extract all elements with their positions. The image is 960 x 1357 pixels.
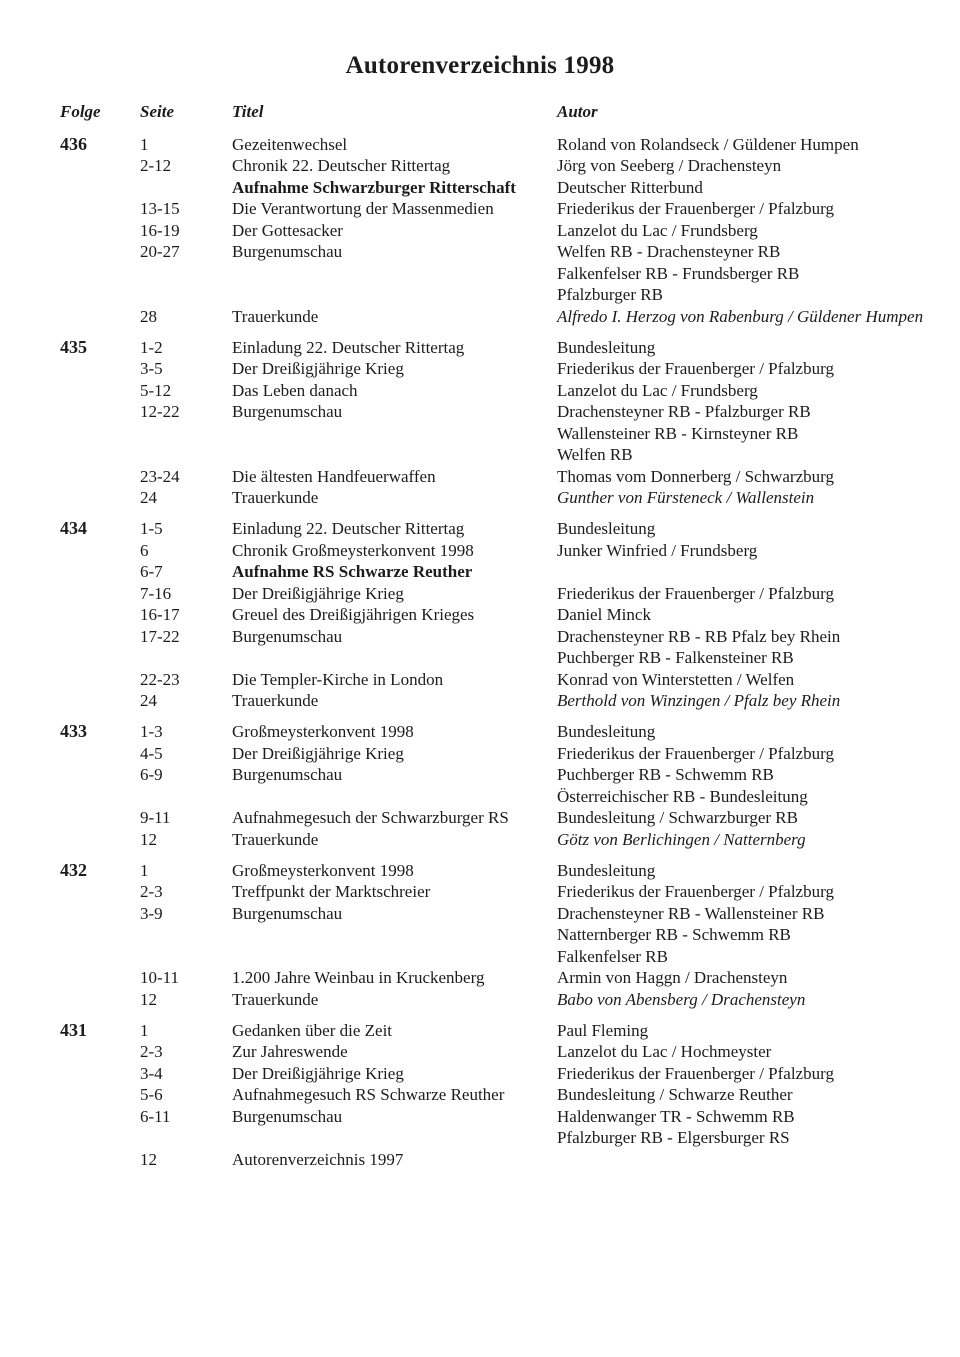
autor-cell (557, 134, 940, 156)
table-row (60, 583, 940, 605)
autor-line: Österreichischer RB - Bundesleitung (557, 786, 808, 806)
table-row (60, 829, 940, 851)
table-row (60, 743, 940, 765)
autor-cell (557, 721, 940, 743)
autor-cell (557, 690, 940, 712)
table-row (60, 989, 940, 1011)
issue-block-434 (60, 518, 940, 712)
autor-cell (557, 487, 940, 509)
seite-cell: 16-17 (140, 605, 180, 624)
autor-line: Friederikus der Frauenberger / Pfalzburg (557, 743, 834, 763)
autor-cell (557, 583, 940, 605)
autor-cell (557, 241, 940, 306)
column-header-seite: Seite (140, 102, 174, 121)
issue-block-431 (60, 1020, 940, 1171)
folge-cell (60, 829, 140, 851)
folge-cell (60, 401, 140, 466)
table-row (60, 487, 940, 509)
seite-cell: 23-24 (140, 466, 180, 486)
seite-cell (140, 177, 232, 199)
seite-cell: 1-5 (140, 519, 163, 538)
titel-cell: Chronik 22. Deutscher Rittertag (232, 156, 451, 175)
autor-line: Friederikus der Frauenberger / Pfalzburg (557, 359, 834, 378)
seite-cell: 13-15 (140, 199, 180, 218)
folge-cell: 431 (60, 1019, 87, 1040)
autor-line: Friederikus der Frauenberger / Pfalzburg (557, 199, 834, 218)
autor-cell (557, 807, 940, 829)
seite-cell: 3-9 (140, 903, 163, 923)
autor-cell (557, 1149, 940, 1171)
column-header-autor: Autor (557, 102, 598, 121)
seite-cell: 6-9 (140, 765, 163, 784)
folge-cell (60, 540, 140, 562)
autor-line: Wallensteiner RB - Kirnsteyner RB (557, 423, 799, 443)
folge-cell (60, 1041, 140, 1063)
titel-cell: Gezeitenwechsel (232, 134, 348, 154)
seite-cell: 3-4 (140, 1063, 163, 1083)
autor-cell (557, 466, 940, 488)
autor-line: Paul Fleming (557, 1020, 649, 1040)
autor-cell (557, 540, 940, 562)
folge-cell: 432 (60, 859, 87, 880)
autor-cell (557, 155, 940, 177)
autor-cell (557, 743, 940, 765)
table-row (60, 903, 940, 968)
autor-cell (557, 967, 940, 989)
issue-block-432 (60, 860, 940, 1011)
titel-cell: Burgenumschau (232, 903, 343, 923)
issue-block-435 (60, 337, 940, 509)
autor-line: Bundesleitung (557, 519, 656, 538)
folge-cell (60, 743, 140, 765)
seite-cell: 12 (140, 1149, 157, 1169)
table-row (60, 134, 940, 156)
autor-cell (557, 561, 940, 583)
titel-cell: Der Dreißigjährige Krieg (232, 1063, 404, 1083)
autor-cell (557, 881, 940, 903)
seite-cell: 12 (140, 829, 157, 849)
folge-cell (60, 561, 140, 583)
seite-cell: 1-3 (140, 722, 163, 741)
seite-cell: 5-12 (140, 380, 172, 400)
folge-cell (60, 380, 140, 402)
folge-cell (60, 241, 140, 306)
titel-cell: Zur Jahreswende (232, 1042, 348, 1061)
autor-cell (557, 1041, 940, 1063)
autor-line: Daniel Minck (557, 605, 651, 624)
autor-line: Natternberger RB - Schwemm RB (557, 925, 791, 944)
seite-cell: 17-22 (140, 626, 180, 646)
titel-cell: Burgenumschau (232, 765, 343, 784)
titel-cell: Einladung 22. Deutscher Rittertag (232, 337, 465, 357)
seite-cell: 1 (140, 860, 149, 880)
folge-cell (60, 1084, 140, 1106)
seite-cell: 16-19 (140, 220, 180, 240)
autor-line: Konrad von Winterstetten / Welfen (557, 669, 795, 689)
titel-cell: Treffpunkt der Marktschreier (232, 882, 431, 901)
autor-cell (557, 1063, 940, 1085)
seite-cell: 1 (140, 1020, 149, 1040)
autor-line: Babo von Abensberg / Drachensteyn (557, 989, 806, 1009)
autor-cell (557, 669, 940, 691)
folge-cell (60, 1063, 140, 1085)
autor-line: Bundesleitung (557, 337, 656, 357)
titel-cell: Burgenumschau (232, 626, 343, 646)
folge-cell (60, 466, 140, 488)
table-row (60, 626, 940, 669)
autor-cell (557, 358, 940, 380)
table-row (60, 1041, 940, 1063)
autor-line: Haldenwanger TR - Schwemm RB (557, 1106, 795, 1126)
titel-cell: Die ältesten Handfeuerwaffen (232, 466, 436, 486)
folge-cell (60, 903, 140, 968)
titel-cell: Der Gottesacker (232, 220, 343, 240)
titel-cell: 1.200 Jahre Weinbau in Kruckenberg (232, 968, 485, 987)
titel-cell: Aufnahme RS Schwarze Reuther (232, 562, 473, 581)
titel-cell: Trauerkunde (232, 488, 319, 507)
table-row (60, 1020, 940, 1042)
titel-cell: Aufnahmegesuch RS Schwarze Reuther (232, 1085, 505, 1104)
autor-cell (557, 518, 940, 540)
seite-cell: 12 (140, 989, 157, 1009)
table-row (60, 967, 940, 989)
autor-line: Welfen RB (557, 445, 633, 464)
autor-cell (557, 177, 940, 199)
issues-container (60, 134, 940, 1171)
titel-cell: Das Leben danach (232, 380, 358, 400)
seite-cell: 1 (140, 134, 149, 154)
titel-cell: Greuel des Dreißigjährigen Krieges (232, 605, 475, 624)
folge-cell (60, 1106, 140, 1149)
folge-cell (60, 583, 140, 605)
table-row (60, 1084, 940, 1106)
autor-line: Drachensteyner RB - Pfalzburger RB (557, 402, 811, 421)
titel-cell: Burgenumschau (232, 242, 343, 261)
autor-line: Bundesleitung (557, 722, 656, 741)
autor-line: Friederikus der Frauenberger / Pfalzburg (557, 583, 834, 603)
autor-line: Berthold von Winzingen / Pfalz bey Rhein (557, 691, 841, 710)
folge-cell (60, 764, 140, 807)
autor-cell (557, 380, 940, 402)
table-row (60, 401, 940, 466)
folge-cell (60, 669, 140, 691)
autor-line: Bundesleitung (557, 860, 656, 880)
seite-cell: 22-23 (140, 669, 180, 689)
titel-cell: Der Dreißigjährige Krieg (232, 743, 404, 763)
titel-cell: Burgenumschau (232, 402, 343, 421)
autor-cell (557, 764, 940, 807)
autor-line: Friederikus der Frauenberger / Pfalzburg (557, 882, 834, 901)
folge-cell (60, 198, 140, 220)
autor-line: Götz von Berlichingen / Natternberg (557, 829, 806, 849)
autor-line: Drachensteyner RB - Wallensteiner RB (557, 903, 825, 923)
autor-line: Roland von Rolandseck / Güldener Humpen (557, 134, 859, 154)
titel-cell: Einladung 22. Deutscher Rittertag (232, 519, 465, 538)
titel-cell: Die Verantwortung der Massenmedien (232, 199, 494, 218)
autor-cell (557, 306, 940, 328)
seite-cell: 3-5 (140, 359, 163, 378)
seite-cell: 28 (140, 306, 157, 326)
seite-cell: 1-2 (140, 337, 163, 357)
seite-cell: 12-22 (140, 402, 180, 421)
table-row (60, 198, 940, 220)
titel-cell: Trauerkunde (232, 691, 319, 710)
table-row (60, 155, 940, 177)
titel-cell: Burgenumschau (232, 1106, 343, 1126)
folge-cell (60, 626, 140, 669)
table-header (60, 101, 940, 123)
titel-cell: Trauerkunde (232, 989, 319, 1009)
autor-line: Lanzelot du Lac / Hochmeyster (557, 1042, 772, 1061)
autor-line: Welfen RB - Drachensteyner RB (557, 242, 781, 261)
table-row (60, 721, 940, 743)
autor-line: Gunther von Fürsteneck / Wallenstein (557, 488, 815, 507)
folge-cell (60, 604, 140, 626)
autor-cell (557, 1106, 940, 1149)
titel-cell: Autorenverzeichnis 1997 (232, 1149, 404, 1169)
autor-line: Junker Winfried / Frundsberg (557, 540, 758, 560)
table-row (60, 540, 940, 562)
autor-line: Drachensteyner RB - RB Pfalz bey Rhein (557, 626, 841, 646)
table-row (60, 220, 940, 242)
table-row (60, 306, 940, 328)
titel-cell: Großmeysterkonvent 1998 (232, 860, 414, 880)
folge-cell (60, 1149, 140, 1171)
titel-cell: Chronik Großmeysterkonvent 1998 (232, 540, 474, 560)
column-header-titel: Titel (232, 102, 264, 121)
autor-cell (557, 829, 940, 851)
issue-block-433 (60, 721, 940, 850)
table-row (60, 669, 940, 691)
autor-cell (557, 337, 940, 359)
table-row (60, 380, 940, 402)
table-row (60, 466, 940, 488)
folge-cell: 435 (60, 336, 87, 357)
seite-cell: 6-11 (140, 1106, 171, 1126)
autor-line: Pfalzburger RB - Elgersburger RS (557, 1128, 790, 1147)
titel-cell: Der Dreißigjährige Krieg (232, 583, 404, 603)
titel-cell: Großmeysterkonvent 1998 (232, 722, 414, 741)
table-row (60, 764, 940, 807)
folge-cell (60, 807, 140, 829)
autor-line: Jörg von Seeberg / Drachensteyn (557, 156, 782, 175)
autor-cell (557, 604, 940, 626)
table-row (60, 690, 940, 712)
autor-line: Armin von Haggn / Drachensteyn (557, 968, 788, 987)
titel-cell: Trauerkunde (232, 306, 319, 326)
autor-line: Friederikus der Frauenberger / Pfalzburg (557, 1063, 834, 1083)
table-row (60, 177, 940, 199)
table-row (60, 561, 940, 583)
folge-cell: 433 (60, 721, 87, 741)
autor-line: Bundesleitung / Schwarzburger RB (557, 808, 798, 827)
seite-cell: 5-6 (140, 1085, 163, 1104)
titel-cell: Aufnahmegesuch der Schwarzburger RS (232, 808, 509, 827)
seite-cell: 7-16 (140, 583, 172, 603)
autor-cell (557, 626, 940, 669)
seite-cell: 2-3 (140, 1042, 163, 1061)
folge-cell (60, 989, 140, 1011)
seite-cell: 2-12 (140, 156, 172, 175)
autor-cell (557, 860, 940, 882)
seite-cell: 9-11 (140, 808, 171, 827)
autor-cell (557, 989, 940, 1011)
issue-block-436 (60, 134, 940, 328)
table-row (60, 241, 940, 306)
titel-cell: Der Dreißigjährige Krieg (232, 359, 404, 378)
folge-cell (60, 881, 140, 903)
folge-cell: 434 (60, 518, 87, 538)
titel-cell: Die Templer-Kirche in London (232, 669, 444, 689)
folge-cell (60, 487, 140, 509)
seite-cell: 24 (140, 691, 157, 710)
autor-line: Puchberger RB - Schwemm RB (557, 765, 774, 784)
titel-cell: Aufnahme Schwarzburger Ritterschaft (232, 177, 516, 197)
folge-cell (60, 177, 140, 199)
autor-line: Puchberger RB - Falkensteiner RB (557, 648, 794, 667)
autor-line: Thomas vom Donnerberg / Schwarzburg (557, 466, 834, 486)
table-row (60, 358, 940, 380)
autor-cell (557, 198, 940, 220)
autor-cell (557, 401, 940, 466)
column-header-folge: Folge (60, 102, 101, 121)
seite-cell: 2-3 (140, 882, 163, 901)
autor-line: Deutscher Ritterbund (557, 177, 703, 197)
autor-cell (557, 220, 940, 242)
seite-cell: 6 (140, 540, 149, 560)
autor-line: Falkenfelser RB - Frundsberger RB (557, 263, 800, 283)
table-row (60, 604, 940, 626)
page-title: Autorenverzeichnis 1998 (345, 52, 615, 79)
titel-cell: Trauerkunde (232, 829, 319, 849)
autor-line: Lanzelot du Lac / Frundsberg (557, 380, 758, 400)
seite-cell: 6-7 (140, 562, 163, 581)
autor-line: Alfredo I. Herzog von Rabenburg / Güldener Humpen (557, 306, 924, 326)
folge-cell (60, 155, 140, 177)
folge-cell (60, 358, 140, 380)
seite-cell: 4-5 (140, 743, 163, 763)
folge-cell (60, 967, 140, 989)
table-row (60, 1063, 940, 1085)
autor-line: Pfalzburger RB (557, 285, 663, 304)
table-row (60, 337, 940, 359)
seite-cell: 20-27 (140, 242, 180, 261)
autor-cell (557, 903, 940, 968)
titel-cell: Gedanken über die Zeit (232, 1020, 393, 1040)
autor-cell (557, 1020, 940, 1042)
table-row (60, 1149, 940, 1171)
autor-line: Bundesleitung / Schwarze Reuther (557, 1085, 793, 1104)
folge-cell (60, 690, 140, 712)
seite-cell: 24 (140, 488, 157, 507)
folge-cell (60, 306, 140, 328)
seite-cell: 10-11 (140, 968, 180, 987)
table-row (60, 518, 940, 540)
table-row (60, 807, 940, 829)
table-row (60, 860, 940, 882)
folge-cell: 436 (60, 133, 87, 154)
author-index-table (0, 101, 960, 1170)
autor-line: Falkenfelser RB (557, 946, 668, 966)
folge-cell (60, 220, 140, 242)
table-row (60, 1106, 940, 1149)
autor-line: Lanzelot du Lac / Frundsberg (557, 220, 758, 240)
table-row (60, 881, 940, 903)
autor-cell (557, 1084, 940, 1106)
